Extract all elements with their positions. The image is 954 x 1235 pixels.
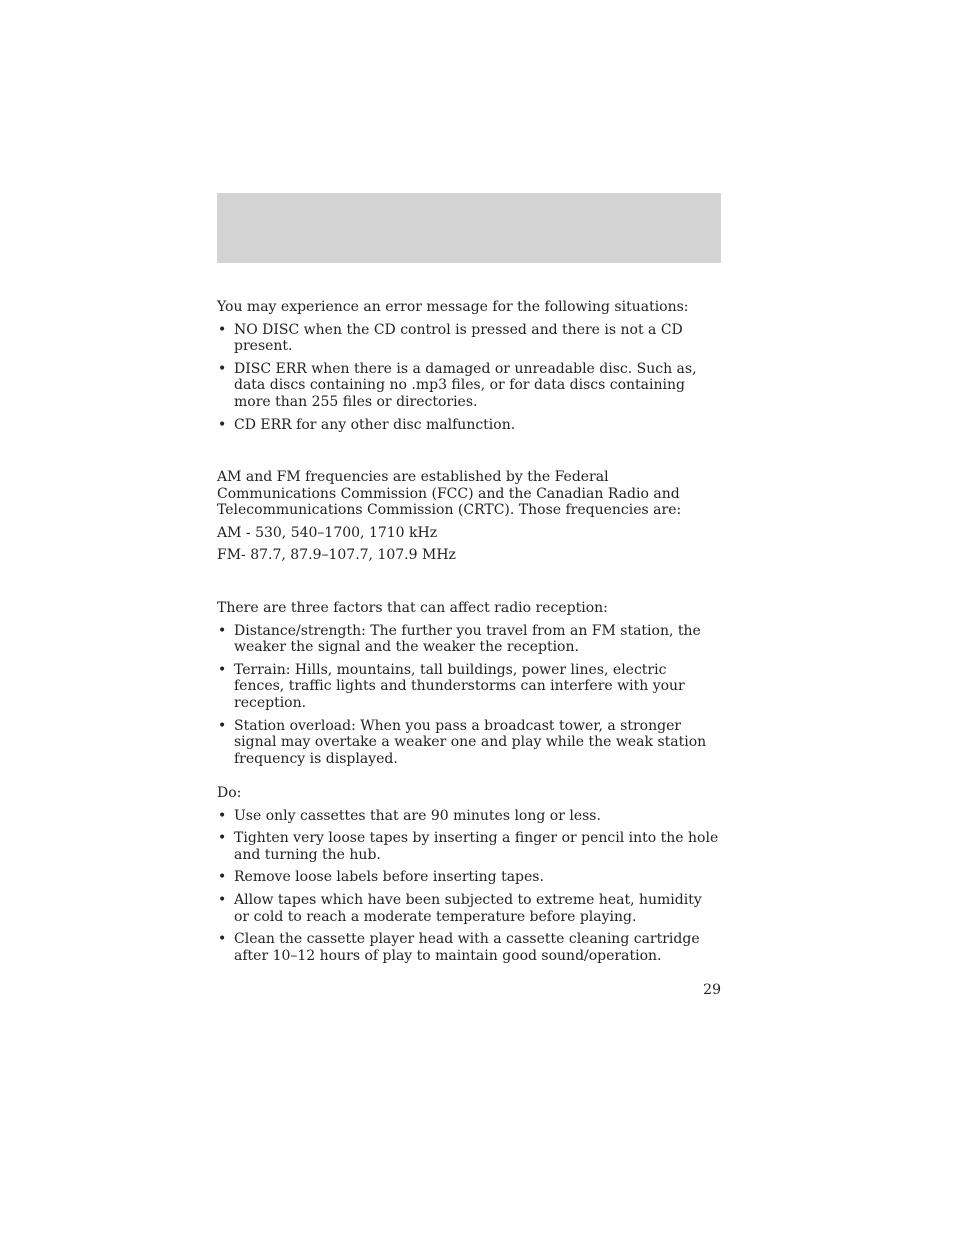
list-item: • Station overload: When you pass a broadcast tower, a stronger signal may overtake a weaker one and play while the weak station frequency is displayed.	[217, 718, 721, 768]
list-item: • Use only cassettes that are 90 minutes long or less.	[217, 808, 721, 825]
frequency-intro: AM and FM frequencies are established by the Federal Communications Commission (FCC) and the Canadian Radio and Telecommunications Commission (CRTC). Those frequencies are:	[217, 469, 682, 519]
reception-list	[217, 623, 721, 768]
cassette-intro: Do:	[217, 785, 242, 801]
reception-intro: There are three factors that can affect radio reception:	[217, 600, 608, 616]
page-number: 29	[703, 982, 721, 998]
section-header-bar	[217, 193, 721, 263]
list-item: • Tighten very loose tapes by inserting a finger or pencil into the hole and turning the hub.	[217, 830, 721, 863]
list-item: • Clean the cassette player head with a cassette cleaning cartridge after 10–12 hours of play to maintain good sound/operation.	[217, 931, 721, 964]
list-item: • Distance/strength: The further you travel from an FM station, the weaker the signal and the weaker the reception.	[217, 623, 721, 656]
list-item: • NO DISC when the CD control is pressed and there is not a CD present.	[217, 322, 721, 355]
list-item: • Remove loose labels before inserting tapes.	[217, 869, 721, 886]
fm-frequencies: FM- 87.7, 87.9–107.7, 107.9 MHz	[217, 547, 456, 564]
list-item: • Allow tapes which have been subjected to extreme heat, humidity or cold to reach a moderate temperature before playing.	[217, 892, 721, 925]
radio-reception-section	[217, 600, 721, 767]
list-item: • CD ERR for any other disc malfunction.	[217, 417, 721, 434]
cassette-list	[217, 808, 721, 965]
error-intro: You may experience an error message for the following situations:	[217, 299, 689, 315]
radio-frequencies-section	[217, 469, 721, 564]
list-item: • Terrain: Hills, mountains, tall buildings, power lines, electric fences, traffic lights and thunderstorms can interfere with your reception.	[217, 662, 721, 712]
error-messages-section	[217, 299, 721, 433]
error-list	[217, 322, 721, 434]
list-item: • DISC ERR when there is a damaged or unreadable disc. Such as, data discs containing no .mp3 files, or for data discs containing more than 255 files or directories.	[217, 361, 721, 411]
cassette-care-section	[217, 785, 721, 964]
am-frequencies: AM - 530, 540–1700, 1710 kHz	[217, 524, 438, 541]
